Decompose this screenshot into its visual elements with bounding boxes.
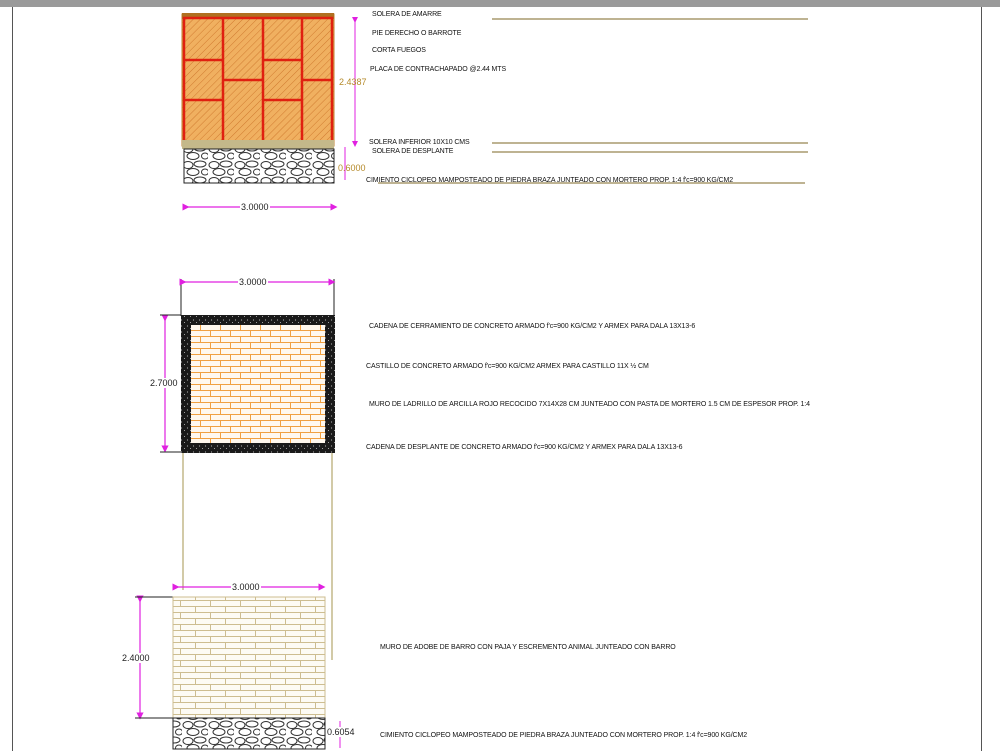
- note-castillo: CASTILLO DE CONCRETO ARMADO f'c=900 KG/CM2 ARMEX PARA CASTILLO 11X ½ CM: [366, 363, 649, 370]
- note-muro-ladrillo: MURO DE LADRILLO DE ARCILLA ROJO RECOCIDO 7X14X28 CM JUNTEADO CON PASTA DE MORTERO 1.5 CM DE ESPESOR PROP. 1:4: [369, 401, 810, 408]
- dim-adobe-footing: 0.6054: [327, 727, 355, 737]
- note-solera-desplante: SOLERA DE DESPLANTE: [372, 148, 454, 155]
- note-muro-adobe: MURO DE ADOBE DE BARRO CON PAJA Y ESCREMENTO ANIMAL JUNTEADO CON BARRO: [380, 644, 676, 651]
- note-solera-inferior: SOLERA INFERIOR 10X10 CMS: [369, 139, 470, 146]
- dim-timber-footing: 0.6000: [338, 163, 366, 173]
- note-pie-derecho: PIE DERECHO O BARROTE: [372, 30, 462, 37]
- note-cimiento-ciclopeo-1: CIMIENTO CICLOPEO MAMPOSTEADO DE PIEDRA BRAZA JUNTEADO CON MORTERO PROP. 1:4 f'c=900 KG/CM2: [366, 177, 734, 184]
- dim-adobe-width: 3.0000: [232, 582, 260, 592]
- note-solera-amarre: SOLERA DE AMARRE: [372, 11, 442, 18]
- dim-timber-height: 2.4387: [339, 77, 367, 87]
- dim-adobe-height: 2.4000: [122, 653, 150, 663]
- dim-timber-width: 3.0000: [241, 202, 269, 212]
- note-corta-fuegos: CORTA FUEGOS: [372, 47, 426, 54]
- dim-brick-width: 3.0000: [239, 277, 267, 287]
- note-cadena-cerramiento: CADENA DE CERRAMIENTO DE CONCRETO ARMADO f'c=900 KG/CM2 Y ARMEX PARA DALA 13X13-6: [369, 323, 696, 330]
- note-placa-contrachapado: PLACA DE CONTRACHAPADO @2.44 MTS: [370, 66, 507, 73]
- note-cadena-desplante: CADENA DE DESPLANTE DE CONCRETO ARMADO f'c=900 KG/CM2 Y ARMEX PARA DALA 13X13-6: [366, 444, 683, 451]
- note-cimiento-ciclopeo-2: CIMIENTO CICLOPEO MAMPOSTEADO DE PIEDRA BRAZA JUNTEADO CON MORTERO PROP. 1:4 f'c=900 KG/CM2: [380, 732, 748, 739]
- adobe-wall-section: [135, 587, 340, 749]
- dim-brick-height: 2.7000: [150, 378, 178, 388]
